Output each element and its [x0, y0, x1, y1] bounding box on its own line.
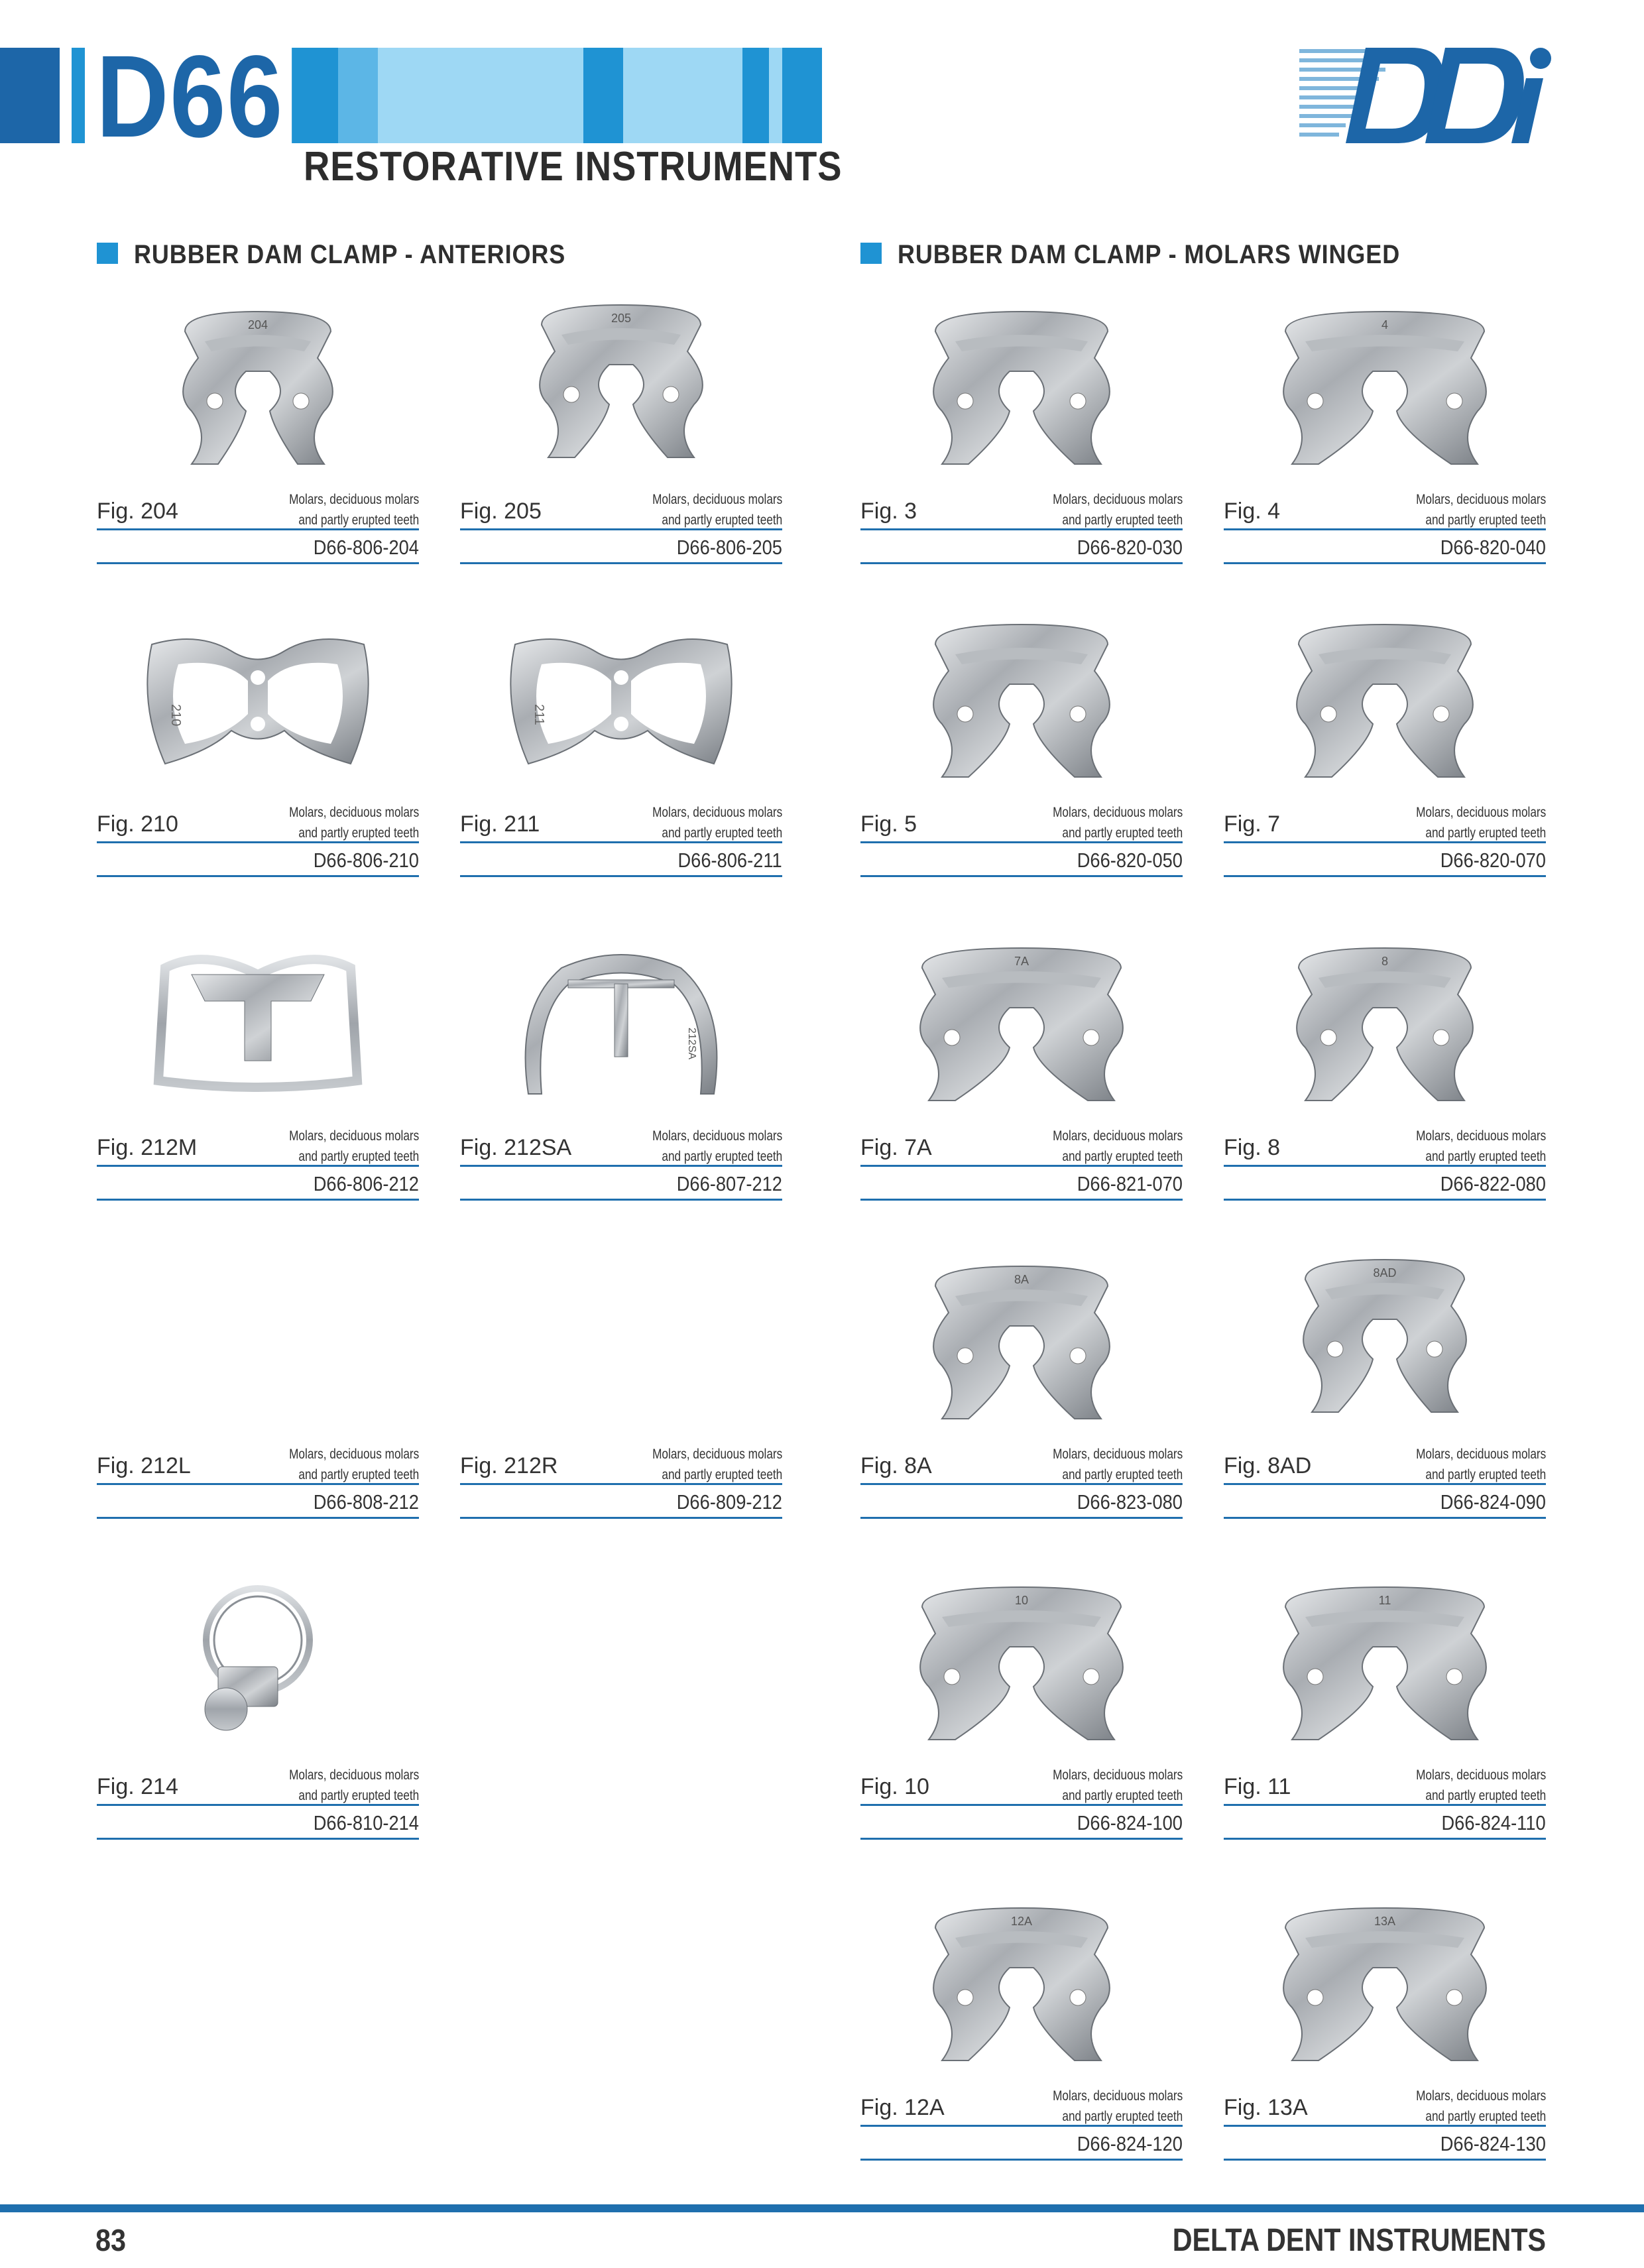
engraving-text: 12A [1010, 1915, 1033, 1928]
rubber-dam-clamp-image [1250, 1246, 1519, 1425]
figure-label: Fig. 7 [1224, 811, 1281, 837]
rubber-dam-clamp-image [1250, 928, 1519, 1107]
product-code: D66-821-070 [1077, 1172, 1183, 1195]
product-description [1053, 1126, 1183, 1167]
figure-label: Fig. 11 [1224, 1774, 1291, 1799]
description-line-1: Molars, deciduous molars [1052, 1447, 1183, 1462]
description-line-1: Molars, deciduous molars [1052, 805, 1183, 820]
figure-label: Fig. 8 [1224, 1135, 1281, 1160]
description-line-2: and partly erupted teeth [662, 512, 782, 528]
figure-label: Fig. 8AD [1224, 1453, 1312, 1478]
product-code: D66-824-120 [1077, 2132, 1183, 2155]
product-description [652, 802, 782, 843]
product-code: D66-824-110 [1441, 1811, 1546, 1834]
product-card [460, 928, 782, 1203]
divider-line [460, 562, 782, 564]
product-card [1224, 928, 1546, 1203]
divider-line [1224, 1517, 1546, 1519]
divider-line [97, 1838, 419, 1840]
figure-label: Fig. 212M [97, 1135, 198, 1160]
rubber-dam-clamp-image [123, 292, 392, 471]
figure-label: Fig. 10 [860, 1774, 929, 1799]
product-description [1416, 2086, 1546, 2127]
divider-line [860, 2159, 1183, 2161]
description-line-1: Molars, deciduous molars [288, 1447, 419, 1462]
section-title: RUBBER DAM CLAMP - MOLARS WINGED [898, 240, 1401, 269]
product-card [860, 292, 1183, 567]
description-line-2: and partly erupted teeth [1425, 1149, 1546, 1164]
product-description [1416, 489, 1546, 530]
product-code: D66-806-210 [313, 849, 419, 872]
product-code: D66-806-211 [677, 849, 782, 872]
product-description [652, 1126, 782, 1167]
divider-line [1224, 2159, 1546, 2161]
description-line-1: Molars, deciduous molars [652, 805, 782, 820]
divider-line [97, 1199, 419, 1201]
divider-line [1224, 875, 1546, 877]
product-code: D66-824-100 [1077, 1811, 1183, 1834]
product-description [1416, 1765, 1546, 1806]
description-line-2: and partly erupted teeth [1062, 825, 1183, 841]
description-line-2: and partly erupted teeth [662, 1149, 782, 1164]
product-code: D66-822-080 [1440, 1172, 1546, 1195]
product-code: D66-820-050 [1077, 849, 1183, 872]
figure-label: Fig. 211 [460, 811, 540, 837]
product-card [97, 292, 419, 567]
figure-label: Fig. 12A [860, 2095, 945, 2120]
description-line-1: Molars, deciduous molars [652, 1128, 782, 1144]
divider-line [97, 1165, 419, 1167]
footer-rule [0, 2204, 1644, 2212]
divider-line [460, 841, 782, 843]
divider-line [1224, 1483, 1546, 1485]
engraving-text: 7A [1014, 955, 1029, 968]
description-line-1: Molars, deciduous molars [1415, 1767, 1546, 1783]
product-card [97, 605, 419, 880]
figure-label: Fig. 214 [97, 1774, 178, 1799]
figure-label: Fig. 212SA [460, 1135, 572, 1160]
divider-line [460, 528, 782, 530]
rubber-dam-clamp-image [487, 605, 756, 784]
description-line-2: and partly erupted teeth [298, 825, 419, 841]
divider-line [860, 1804, 1183, 1806]
product-description [289, 1444, 419, 1485]
product-card [860, 928, 1183, 1203]
figure-label: Fig. 212L [97, 1453, 191, 1478]
divider-line [97, 1483, 419, 1485]
product-card [1224, 1246, 1546, 1522]
product-card [97, 928, 419, 1203]
engraving-text: 8A [1014, 1273, 1029, 1286]
rubber-dam-clamp-image [487, 292, 756, 471]
product-description [652, 489, 782, 530]
divider-line [460, 1165, 782, 1167]
product-card [860, 605, 1183, 880]
section-title: RUBBER DAM CLAMP - ANTERIORS [134, 240, 566, 269]
description-line-2: and partly erupted teeth [1062, 1467, 1183, 1482]
figure-label: Fig. 210 [97, 811, 178, 837]
divider-line [1224, 2125, 1546, 2127]
product-card [97, 1246, 419, 1522]
engraving-text: 8AD [1373, 1266, 1397, 1280]
divider-line [1224, 1199, 1546, 1201]
divider-line [97, 1804, 419, 1806]
product-description [1416, 1444, 1546, 1485]
product-code: D66-820-030 [1077, 536, 1183, 559]
engraving-text: 204 [247, 318, 268, 331]
description-line-2: and partly erupted teeth [1062, 1788, 1183, 1803]
divider-line [460, 1199, 782, 1201]
rubber-dam-clamp-image [887, 292, 1156, 471]
section-heading-molars-winged [860, 240, 1431, 269]
divider-line [860, 528, 1183, 530]
product-card [460, 292, 782, 567]
clamp-214-image [123, 1567, 392, 1746]
rubber-dam-clamp-image [1250, 1888, 1519, 2067]
product-code: D66-806-212 [313, 1172, 419, 1195]
rubber-dam-clamp-image [123, 928, 392, 1107]
engraving-text: 212SA [686, 1028, 697, 1060]
product-card [860, 1567, 1183, 1842]
description-line-1: Molars, deciduous molars [1052, 1128, 1183, 1144]
engraving-text: 211 [532, 704, 546, 725]
engraving-text: 13A [1374, 1915, 1396, 1928]
description-line-2: and partly erupted teeth [1062, 2109, 1183, 2124]
description-line-2: and partly erupted teeth [1062, 1149, 1183, 1164]
description-line-1: Molars, deciduous molars [1052, 1767, 1183, 1783]
product-description [289, 1765, 419, 1806]
description-line-2: and partly erupted teeth [1425, 2109, 1546, 2124]
rubber-dam-clamp-image [887, 928, 1156, 1107]
description-line-2: and partly erupted teeth [1425, 512, 1546, 528]
description-line-2: and partly erupted teeth [1425, 1788, 1546, 1803]
rubber-dam-clamp-image [887, 605, 1156, 784]
footer-brand: DELTA DENT INSTRUMENTS [1172, 2223, 1546, 2258]
description-line-2: and partly erupted teeth [298, 1788, 419, 1803]
product-description [1053, 802, 1183, 843]
description-line-1: Molars, deciduous molars [288, 805, 419, 820]
description-line-2: and partly erupted teeth [1425, 1467, 1546, 1482]
divider-line [860, 1483, 1183, 1485]
product-description [1053, 1765, 1183, 1806]
rubber-dam-clamp-image [887, 1246, 1156, 1425]
product-code: D66-823-080 [1077, 1490, 1183, 1514]
product-card [460, 605, 782, 880]
engraving-text: 4 [1381, 318, 1389, 331]
divider-line [860, 841, 1183, 843]
product-card [1224, 292, 1546, 567]
description-line-1: Molars, deciduous molars [1415, 1447, 1546, 1462]
rubber-dam-clamp-image [1250, 292, 1519, 471]
product-code: D66-810-214 [313, 1811, 419, 1834]
divider-line [460, 1483, 782, 1485]
rubber-dam-clamp-image [1250, 605, 1519, 784]
rubber-dam-clamp-image [1250, 1567, 1519, 1746]
divider-line [97, 562, 419, 564]
product-description [1053, 489, 1183, 530]
figure-label: Fig. 8A [860, 1453, 932, 1478]
divider-line [97, 528, 419, 530]
divider-line [460, 875, 782, 877]
ddi-logo [1299, 44, 1551, 150]
product-description [1416, 1126, 1546, 1167]
description-line-2: and partly erupted teeth [662, 825, 782, 841]
product-code: D66-824-130 [1440, 2132, 1546, 2155]
figure-label: Fig. 212R [460, 1453, 558, 1478]
description-line-1: Molars, deciduous molars [1052, 492, 1183, 507]
product-card [1224, 1888, 1546, 2163]
rubber-dam-clamp-image [123, 605, 392, 784]
figure-label: Fig. 205 [460, 499, 542, 524]
page-number: 83 [95, 2223, 127, 2257]
product-code: D66-806-204 [313, 536, 419, 559]
divider-line [860, 875, 1183, 877]
product-card [97, 1567, 419, 1842]
divider-line [1224, 1165, 1546, 1167]
divider-line [1224, 1838, 1546, 1840]
description-line-2: and partly erupted teeth [1062, 512, 1183, 528]
rubber-dam-clamp-image [487, 928, 756, 1107]
bullet-square-icon [860, 243, 882, 264]
product-code: D66-808-212 [313, 1490, 419, 1514]
description-line-1: Molars, deciduous molars [652, 492, 782, 507]
product-card [860, 1888, 1183, 2163]
figure-label: Fig. 13A [1224, 2095, 1308, 2120]
product-card [460, 1246, 782, 1522]
description-line-1: Molars, deciduous molars [288, 1767, 419, 1783]
description-line-1: Molars, deciduous molars [652, 1447, 782, 1462]
product-description [289, 802, 419, 843]
figure-label: Fig. 4 [1224, 499, 1281, 524]
product-description [1053, 2086, 1183, 2127]
product-description [289, 1126, 419, 1167]
divider-line [460, 1517, 782, 1519]
figure-label: Fig. 3 [860, 499, 917, 524]
product-card [1224, 605, 1546, 880]
description-line-2: and partly erupted teeth [298, 512, 419, 528]
catalog-code: D66 [93, 38, 292, 155]
divider-line [860, 1165, 1183, 1167]
bullet-square-icon [97, 243, 118, 264]
engraving-text: 10 [1014, 1594, 1029, 1607]
engraving-text: 11 [1378, 1594, 1391, 1607]
product-code: D66-809-212 [676, 1490, 782, 1514]
divider-line [1224, 1804, 1546, 1806]
engraving-text: 8 [1381, 955, 1389, 968]
product-code: D66-820-070 [1440, 849, 1546, 872]
product-code: D66-806-205 [676, 536, 782, 559]
engraving-text: 210 [168, 704, 183, 727]
rubber-dam-clamp-image [887, 1888, 1156, 2067]
divider-line [860, 2125, 1183, 2127]
divider-line [97, 841, 419, 843]
divider-line [860, 562, 1183, 564]
divider-line [97, 875, 419, 877]
divider-line [860, 1838, 1183, 1840]
description-line-1: Molars, deciduous molars [1415, 2088, 1546, 2104]
description-line-2: and partly erupted teeth [298, 1149, 419, 1164]
divider-line [1224, 562, 1546, 564]
divider-line [1224, 528, 1546, 530]
engraving-text: 205 [611, 312, 632, 325]
divider-line [860, 1517, 1183, 1519]
product-description [1416, 802, 1546, 843]
divider-line [97, 1517, 419, 1519]
product-code: D66-824-090 [1440, 1490, 1546, 1514]
description-line-1: Molars, deciduous molars [1415, 1128, 1546, 1144]
figure-label: Fig. 5 [860, 811, 917, 837]
section-heading-anteriors [97, 240, 601, 269]
description-line-2: and partly erupted teeth [298, 1467, 419, 1482]
page-subtitle: RESTORATIVE INSTRUMENTS [304, 144, 843, 190]
description-line-1: Molars, deciduous molars [1415, 492, 1546, 507]
product-description [652, 1444, 782, 1485]
product-card [1224, 1567, 1546, 1842]
figure-label: Fig. 204 [97, 499, 178, 524]
product-code: D66-807-212 [676, 1172, 782, 1195]
divider-line [860, 1199, 1183, 1201]
rubber-dam-clamp-image [887, 1567, 1156, 1746]
divider-line [1224, 841, 1546, 843]
product-code: D66-820-040 [1440, 536, 1546, 559]
product-card [860, 1246, 1183, 1522]
description-line-2: and partly erupted teeth [1425, 825, 1546, 841]
product-description [1053, 1444, 1183, 1485]
product-description [289, 489, 419, 530]
description-line-1: Molars, deciduous molars [1052, 2088, 1183, 2104]
description-line-1: Molars, deciduous molars [288, 492, 419, 507]
description-line-2: and partly erupted teeth [662, 1467, 782, 1482]
figure-label: Fig. 7A [860, 1135, 932, 1160]
description-line-1: Molars, deciduous molars [288, 1128, 419, 1144]
description-line-1: Molars, deciduous molars [1415, 805, 1546, 820]
